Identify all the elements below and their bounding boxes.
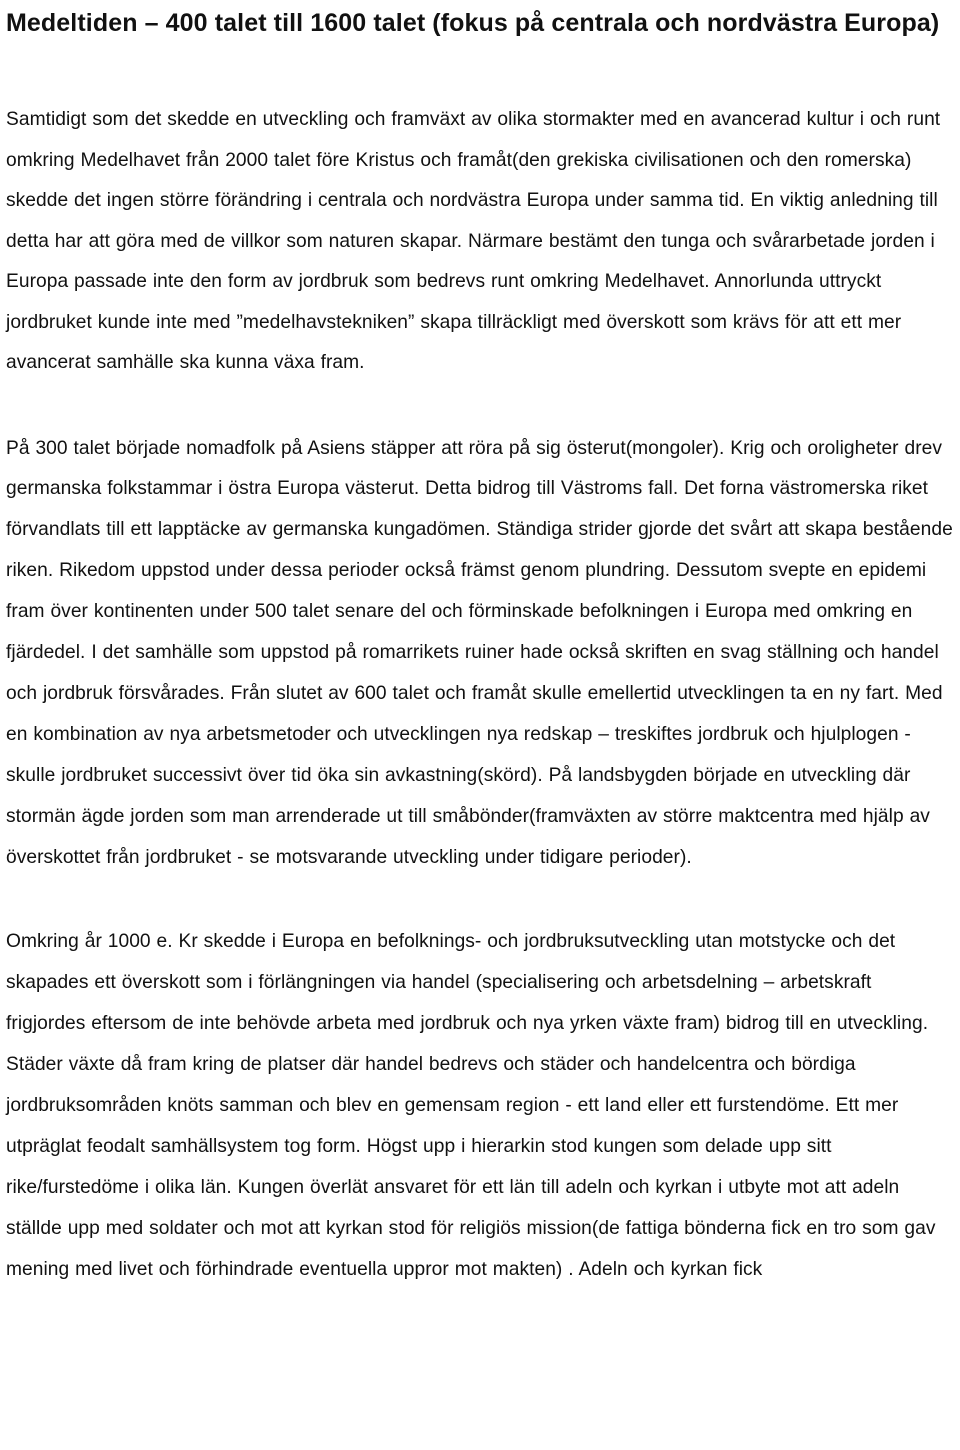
paragraph-intro: Samtidigt som det skedde en utveckling och framväxt av olika stormakter med en avancerad kultur i och runt omkring Medelhavet från 2000 talet före Kristus och framåt(den grekiska civilisationen och den romerska) skedde det ingen större förändring i centrala och nordvästra Europa under samma tid. En viktig anledning till detta har att göra med de villkor som naturen skapar. Närmare bestämt den tunga och svårarbetade jorden i Europa passade inte den form av jordbruk som bedrevs runt omkring Medelhavet. Annorlunda uttryckt jordbruket kunde inte med ”medelhavstekniken” skapa tillräckligt med överskott som krävs för att ett mer avancerat samhälle ska kunna växa fram. [6,109,941,373]
paragraph-ar-1000: Omkring år 1000 e. Kr skedde i Europa en befolknings- och jordbruksutveckling utan motstycke och det skapades ett överskott som i förlängningen via handel (specialisering och arbetsdelning – arbetskraft frigjordes eftersom de inte behövde arbeta med jordbruk och nya yrken växte fram) bidrog till en utveckling. Städer växte då fram kring de platser där handel bedrevs och städer och handelcentra och bördiga jordbruksområden knöts samman och blev en gemensam region - ett land eller ett furstendöme. Ett mer utpräglat feodalt samhällsystem tog form. Högst upp i hierarkin stod kungen som delade upp sitt rike/furstedöme i olika län. Kungen överlät ansvaret för ett län till adeln och kyrkan i utbyte mot att adeln ställde upp med soldater och mot att kyrkan stod för religiös mission(de fattiga bönderna fick en tro som gav mening med livet och förhindrade eventuella uppror mot makten) . Adeln och kyrkan fick [6,931,936,1280]
paragraph-300-talet: På 300 talet började nomadfolk på Asiens stäpper att röra på sig österut(mongoler). Krig och oroligheter drev germanska folkstammar i östra Europa västerut. Detta bidrog till Västroms fall. Det forna västromerska riket förvandlats till ett lapptäcke av germanska kungadömen. Ständiga strider gjorde det svårt att skapa bestående riken. Rikedom uppstod under dessa perioder också främst genom plundring. Dessutom svepte en epidemi fram över kontinenten under 500 talet senare del och förminskade befolkningen i Europa med omkring en fjärdedel. I det samhälle som uppstod på romarrikets ruiner hade också skriften en svag ställning och handel och jordbruk försvårades. Från slutet av 600 talet och framåt skulle emellertid utvecklingen ta en ny fart. Med en kombination av nya arbetsmetoder och utvecklingen nya redskap – treskiftes jordbruk och hjulplogen - skulle jordbruket successivt över tid öka sin avkastning(skörd). På landsbygden började en utveckling där stormän ägde jorden som man arrenderade ut till småbönder(framväxten av större maktcentra med hjälp av överskottet från jordbruket - se motsvarande utveckling under tidigare perioder). [6,437,953,868]
document-title: Medeltiden – 400 talet till 1600 talet (fokus på centrala och nordvästra Europa) [6,9,940,37]
